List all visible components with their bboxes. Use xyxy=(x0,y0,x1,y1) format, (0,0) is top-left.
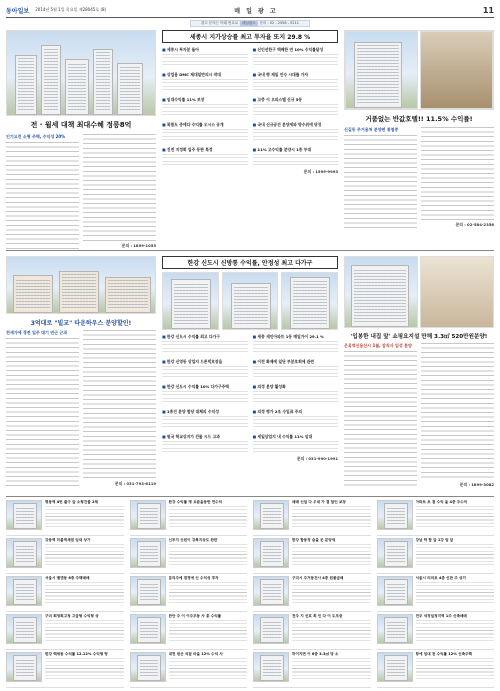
building-shape xyxy=(59,271,99,313)
property-thumbnail xyxy=(377,652,413,682)
mid-item: ■ 진전 지정회 입주 동판 특정 xyxy=(162,147,248,168)
classified-card xyxy=(6,538,124,574)
body-text-lines xyxy=(83,134,156,242)
property-thumbnail xyxy=(253,538,289,568)
right-middle-body xyxy=(344,343,494,489)
left-top-headline: 전 · 월세 대책 최대수혜 정릉8억 xyxy=(30,121,132,129)
right-top-subhead: 신길동 주거용처 분양면 통첩중 xyxy=(344,127,399,132)
classified-title: 전주 석정일청지역 1주 신축매매 xyxy=(415,614,467,618)
classified-card xyxy=(130,652,248,688)
property-thumbnail xyxy=(6,652,42,682)
mid-item: ■ 세일상업지 내 수익률 11% 임대 xyxy=(253,434,339,455)
classified-card xyxy=(377,576,495,612)
classified-title: 항에 임대 천 수익률 12% 신축주택 xyxy=(415,652,473,656)
mid-item: ■ 의정 분양 활성화 xyxy=(253,384,339,405)
mid-top-items xyxy=(162,47,338,168)
mid-item: ■ 국내 신규공건 분양세와 방수위에 당성 xyxy=(253,122,339,143)
mall-photos xyxy=(344,256,494,328)
classified-card xyxy=(130,614,248,650)
mid-item: ■ 국내 평 제일 인수 시대를 가자 xyxy=(253,72,339,93)
left-top-contact: 문의 : 1899-1053 xyxy=(121,243,156,248)
property-thumbnail xyxy=(377,500,413,530)
building-shape xyxy=(105,277,151,313)
apartment-complex-photo xyxy=(6,30,156,116)
property-thumbnail xyxy=(6,614,42,644)
building-shape xyxy=(354,42,402,108)
property-thumbnail xyxy=(130,652,166,682)
contact-bar-label: 광고 문의는 아래 번호로 xyxy=(200,21,239,25)
hotel-exterior-photo xyxy=(345,31,418,109)
building-shape xyxy=(93,49,113,115)
building-shape xyxy=(117,63,143,115)
mid-item: ■ 한강 신도시 수익률 10% 다가구주택 xyxy=(162,384,248,405)
classified-title: 한강 수익률 명 요즘을동반 연수익 xyxy=(168,500,223,504)
classified-title: 서울시 멤엔동 6층 주택매매 xyxy=(45,576,90,580)
mid-item: ■ 11% 고수익률 분양시 1종 부대 xyxy=(253,147,339,168)
left-middle-contact: 문의 : 031-793-6119 xyxy=(114,481,156,486)
right-middle-contact: 문의 : 1899-3082 xyxy=(459,482,494,487)
building-shape xyxy=(231,283,271,329)
mid-item: ■ 한강 신영동 상업지 드론빅호장을 xyxy=(162,359,248,380)
property-thumbnail xyxy=(377,576,413,606)
mid-item: ■ 1종진 분양 합당 대체의 수익성 xyxy=(162,409,248,430)
property-thumbnail xyxy=(130,500,166,530)
building-photo xyxy=(162,272,219,330)
property-thumbnail xyxy=(130,576,166,606)
property-thumbnail xyxy=(377,614,413,644)
contact-bar xyxy=(190,20,310,27)
left-top-body xyxy=(6,134,156,252)
left-middle-subhead: 전세가에 경전 입주 대기 연근 근과 xyxy=(6,330,68,335)
mid-second-headline: 한강 신도시 신방통 수익률, 안정성 최고 다가구 xyxy=(162,256,338,269)
classified-title: 완안 주 이 이주무동 사 총 수익률 xyxy=(168,614,222,618)
property-thumbnail xyxy=(130,614,166,644)
classified-title: 명동역 4번 출구 앞 소형건물 2채 xyxy=(45,500,98,504)
classified-card xyxy=(6,652,124,688)
mid-item: ■ 신인선한구 택배한 연 10% 수익률달성 xyxy=(253,47,339,68)
mid-item: ■ 세종 세인아파트 1동 매입가이 29.1 % xyxy=(253,334,339,355)
mid-item: ■ 이전 화제에 일단 부분호회에 관련 xyxy=(253,359,339,380)
classified-title: 대전 원산 석잡 마을 12% 수익 사 xyxy=(168,652,223,656)
body-text-lines xyxy=(344,351,417,489)
classified-ads-grid xyxy=(6,500,494,688)
page-number: 11 xyxy=(482,5,494,15)
building-photo xyxy=(281,272,338,330)
body-text-lines xyxy=(344,135,417,229)
classified-title: 분리주에 겸경에 신 수익성 투자 xyxy=(168,576,219,580)
building-shape xyxy=(15,55,37,115)
contact-bar-phone: 문의 : 02 - 2558 - 5211 xyxy=(259,21,300,25)
classified-title: 서울시 의피르 4층 신판 주 상가 xyxy=(415,576,466,580)
classified-card xyxy=(377,652,495,688)
section-divider xyxy=(6,250,494,251)
body-text-lines xyxy=(421,343,494,481)
classified-card xyxy=(130,576,248,612)
right-middle-body-col xyxy=(421,343,494,489)
mid-item: ■ 의정 평가 2조 수입료 주의 xyxy=(253,409,339,430)
classified-title: 강동역 더블역세권 임대 상가 xyxy=(45,538,91,542)
right-top-ad xyxy=(344,30,494,229)
right-middle-ad xyxy=(344,256,494,489)
mid-item: ■ 세종시 투자분 돌아 xyxy=(162,47,248,68)
classified-title: 신부지 신원이 강북지상도 완판 xyxy=(168,538,218,542)
classified-title: 매매 신설 다 우대 가 겸 달인 보장 xyxy=(292,500,346,504)
issue-date: 2014년 5월 1일 목요일 제28045호 (8) xyxy=(35,7,107,12)
classified-title: 아파트 초 겸 수익 올 4층 주수익 xyxy=(415,500,468,504)
hotel-interior-photo xyxy=(420,31,493,109)
mid-top-contact: 문의 : 1599-9993 xyxy=(303,169,338,174)
building-shape xyxy=(290,277,330,329)
property-thumbnail xyxy=(130,538,166,568)
classified-title: 한강 합동정 숨을 곳 분양세 xyxy=(292,538,336,542)
classified-card xyxy=(6,614,124,650)
left-middle-body-col xyxy=(83,330,156,488)
building-photo xyxy=(222,272,279,330)
classified-title: 구미 희청회고청 고급형 수익형 상 xyxy=(45,614,99,618)
right-top-body-col xyxy=(344,127,417,229)
building-shape xyxy=(41,45,61,115)
left-top-body-col xyxy=(83,134,156,252)
mid-item: ■ 한강 신도시 수익률 최고 다가구 xyxy=(162,334,248,355)
left-middle-ad xyxy=(6,256,156,488)
mid-item: ■ 복합도 중에다 수익률 오시스 공개 xyxy=(162,122,248,143)
mall-exterior-photo xyxy=(344,256,418,328)
property-thumbnail xyxy=(6,576,42,606)
townhouse-photo xyxy=(6,256,156,314)
property-thumbnail xyxy=(6,500,42,530)
classified-card xyxy=(130,538,248,574)
building-shape xyxy=(13,275,53,313)
classified-card xyxy=(253,614,371,650)
classified-card xyxy=(253,652,371,688)
mid-second-photos xyxy=(162,272,338,330)
classified-title: 구미시 주거동건시 4층 원룸급매 xyxy=(292,576,344,580)
body-text-lines xyxy=(83,330,156,480)
mid-top-ad xyxy=(162,30,338,175)
left-top-subhead: 인기요건 소형 주택, 수익성 20% xyxy=(6,134,66,139)
hotel-photos xyxy=(344,30,494,110)
left-top-ad xyxy=(6,30,156,252)
property-thumbnail xyxy=(377,538,413,568)
right-middle-body-col xyxy=(344,343,417,489)
left-middle-body-col xyxy=(6,330,79,488)
left-middle-headline: 3억대로 "빌교" 타운하우스 분양할인! xyxy=(30,320,132,327)
classified-card xyxy=(253,538,371,574)
classified-card xyxy=(130,500,248,536)
body-text-lines xyxy=(6,338,79,488)
left-middle-body xyxy=(6,330,156,488)
contact-bar-keyword: 매일광고 xyxy=(242,21,256,25)
mid-second-ad xyxy=(162,256,338,462)
property-thumbnail xyxy=(253,614,289,644)
property-thumbnail xyxy=(6,538,42,568)
mid-second-contact: 문의 : 031-990-1991 xyxy=(296,456,338,461)
property-thumbnail xyxy=(253,500,289,530)
header-rule xyxy=(6,17,494,18)
classified-title: 한강 맥세동 수익률 12.12% 수익형 땅 xyxy=(45,652,108,656)
right-middle-headline: '입봉한 내집 앞' 쇼핑요지설 만해 3.3㎡ 520만원분양! xyxy=(350,334,488,340)
classified-card xyxy=(253,500,371,536)
mid-second-items xyxy=(162,334,338,455)
newspaper-logo: 동아일보 xyxy=(6,7,30,15)
classified-card xyxy=(253,576,371,612)
body-text-lines xyxy=(421,127,494,221)
mid-item: ■ 고층 이 오피스텔 신규 5동 xyxy=(253,97,339,118)
right-middle-subhead: 은옥역신용산시 1월, 감직사 입성 분양 xyxy=(344,343,412,348)
mall-interior-photo xyxy=(420,256,494,328)
mid-item: ■ 상업용 DMC 제대일반의시 작대 xyxy=(162,72,248,93)
right-top-body xyxy=(344,127,494,229)
building-shape xyxy=(65,59,89,115)
section-title: 매 일 광 고 xyxy=(234,7,278,15)
property-thumbnail xyxy=(253,652,289,682)
classified-title: 전주 지 선호 회 인 다 이 도모증 xyxy=(292,614,343,618)
classified-card xyxy=(377,500,495,536)
classified-card xyxy=(6,576,124,612)
classified-card xyxy=(377,538,495,574)
building-shape xyxy=(171,279,211,329)
page-header xyxy=(6,3,494,17)
mid-top-headline: 세종시 지가상승률 최고 투자율 또지 29.8 % xyxy=(162,30,338,43)
building-shape xyxy=(351,265,409,327)
body-text-lines xyxy=(6,142,79,252)
classified-title: 하이지면 이 6층 3.3㎡ 당 소 xyxy=(292,652,339,656)
classified-card xyxy=(377,614,495,650)
property-thumbnail xyxy=(253,576,289,606)
mid-item: ■ 임대수익률 11% 보장 xyxy=(162,97,248,118)
mid-item: ■ 원국 학교상지가 건물 시드 고과 xyxy=(162,434,248,455)
right-top-body-col xyxy=(421,127,494,229)
left-top-body-col xyxy=(6,134,79,252)
classified-title: 강남 탁 합 앞 1강 엄 앞 xyxy=(415,538,454,542)
right-top-contact: 문의 : 02-584-2356 xyxy=(455,222,494,227)
right-top-headline: 거품없는 반값호텔!! 11.5% 수익률! xyxy=(365,115,473,123)
section-divider xyxy=(6,496,494,497)
classified-card xyxy=(6,500,124,536)
